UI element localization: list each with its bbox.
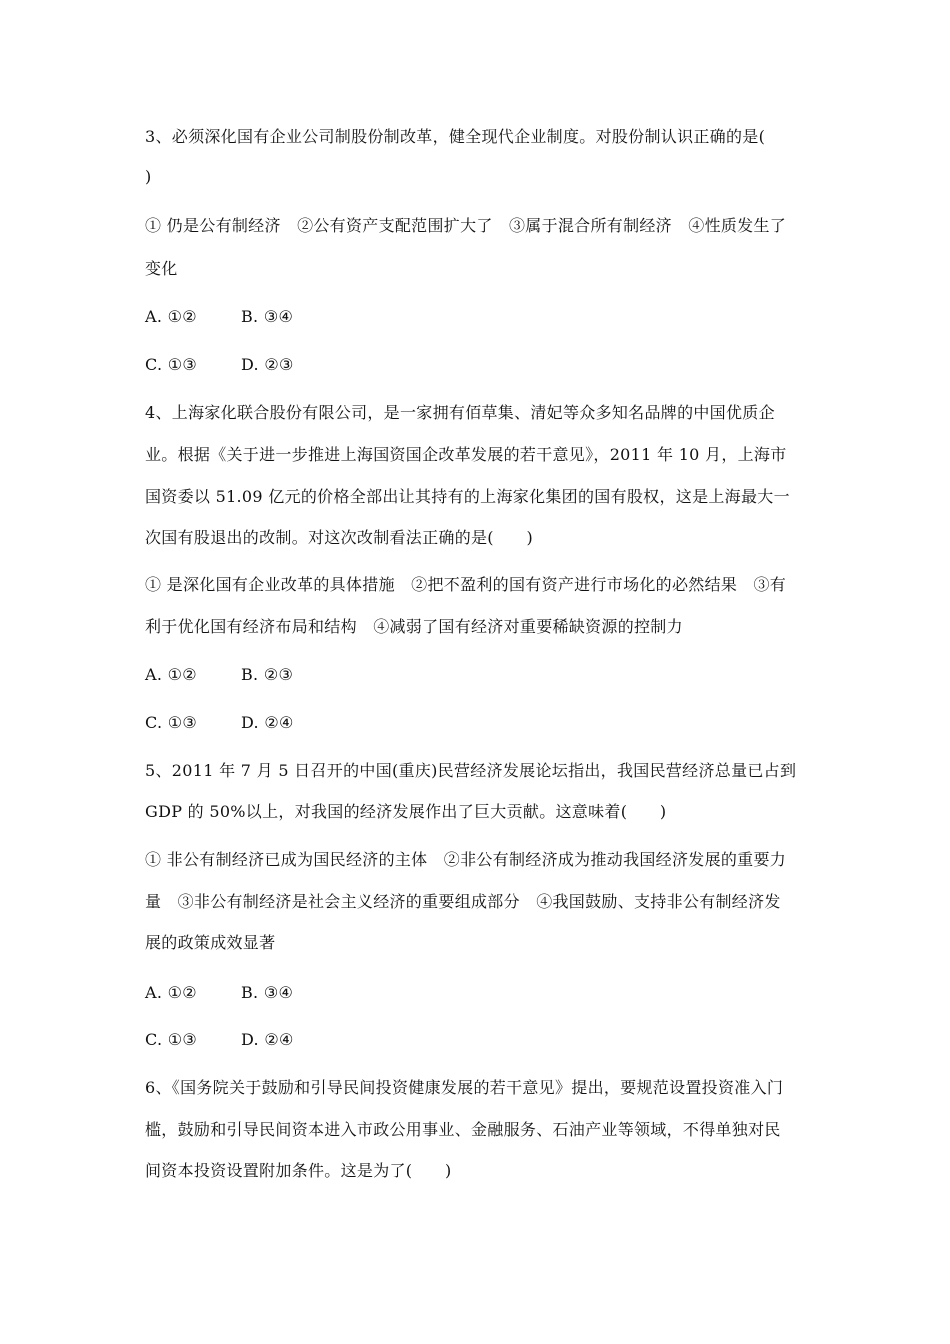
question-5-option-d: D. ②④ <box>241 1030 294 1049</box>
question-4-option-b: B. ②③ <box>241 665 294 684</box>
question-3-option-c: C. ①③ <box>145 355 198 374</box>
question-6-stem-line-3: 间资本投资设置附加条件。这是为了( ) <box>145 1161 452 1180</box>
question-4-stem-line-4: 次国有股退出的改制。对这次改制看法正确的是( ) <box>145 528 533 547</box>
question-4-statement-line-1: ① 是深化国有企业改革的具体措施 ②把不盈利的国有资产进行市场化的必然结果 ③有 <box>145 575 787 594</box>
question-4-statement-line-2: 利于优化国有经济布局和结构 ④减弱了国有经济对重要稀缺资源的控制力 <box>145 617 683 636</box>
question-4-options-row-2 <box>145 712 815 734</box>
question-4-option-c: C. ①③ <box>145 713 198 732</box>
question-5-statement-line-3: 展的政策成效显著 <box>145 933 276 952</box>
question-4-stem-line-2: 业。根据《关于进一步推进上海国资国企改革发展的若干意见》，2011 年 10 月，上海市 <box>145 445 787 464</box>
question-4-option-a: A. ①② <box>145 665 197 684</box>
question-3-options-row-1 <box>145 306 815 328</box>
question-5-stem-line-2: GDP 的 50%以上，对我国的经济发展作出了巨大贡献。这意味着( ) <box>145 802 667 821</box>
question-3-option-d: D. ②③ <box>241 355 294 374</box>
question-3-option-a: A. ①② <box>145 307 197 326</box>
question-5-options-row-2 <box>145 1029 815 1051</box>
question-5-statement-line-1: ① 非公有制经济已成为国民经济的主体 ②非公有制经济成为推动我国经济发展的重要力 <box>145 850 787 869</box>
question-5-option-b: B. ③④ <box>241 983 294 1002</box>
question-3-stem-line-1: 3、必须深化国有企业公司制股份制改革，健全现代企业制度。对股份制认识正确的是( <box>145 127 766 146</box>
question-5-stem-line-1: 5、2011 年 7 月 5 日召开的中国(重庆)民营经济发展论坛指出，我国民营经济总量已占到 <box>145 761 797 780</box>
question-5-option-a: A. ①② <box>145 983 197 1002</box>
question-3-stem-line-2: ) <box>145 167 152 186</box>
question-4-stem-line-3: 国资委以 51.09 亿元的价格全部出让其持有的上海家化集团的国有股权，这是上海最大一 <box>145 487 790 506</box>
question-4-stem-line-1: 4、上海家化联合股份有限公司，是一家拥有佰草集、清妃等众多知名品牌的中国优质企 <box>145 403 775 422</box>
question-3-options-row-2 <box>145 354 815 376</box>
question-4-options-row-1 <box>145 664 815 686</box>
question-3-option-b: B. ③④ <box>241 307 294 326</box>
question-3-statement-line-2: 变化 <box>145 259 178 278</box>
question-6-stem-line-1: 6、《国务院关于鼓励和引导民间投资健康发展的若干意见》提出，要规范设置投资准入门 <box>145 1078 784 1097</box>
question-6-stem-line-2: 槛，鼓励和引导民间资本进入市政公用事业、金融服务、石油产业等领域，不得单独对民 <box>145 1120 781 1139</box>
question-5-options-row-1 <box>145 982 815 1004</box>
question-5-statement-line-2: 量 ③非公有制经济是社会主义经济的重要组成部分 ④我国鼓励、支持非公有制经济发 <box>145 892 781 911</box>
question-4-option-d: D. ②④ <box>241 713 294 732</box>
question-3-statement-line-1: ① 仍是公有制经济 ②公有资产支配范围扩大了 ③属于混合所有制经济 ④性质发生了 <box>145 216 787 235</box>
question-5-option-c: C. ①③ <box>145 1030 198 1049</box>
